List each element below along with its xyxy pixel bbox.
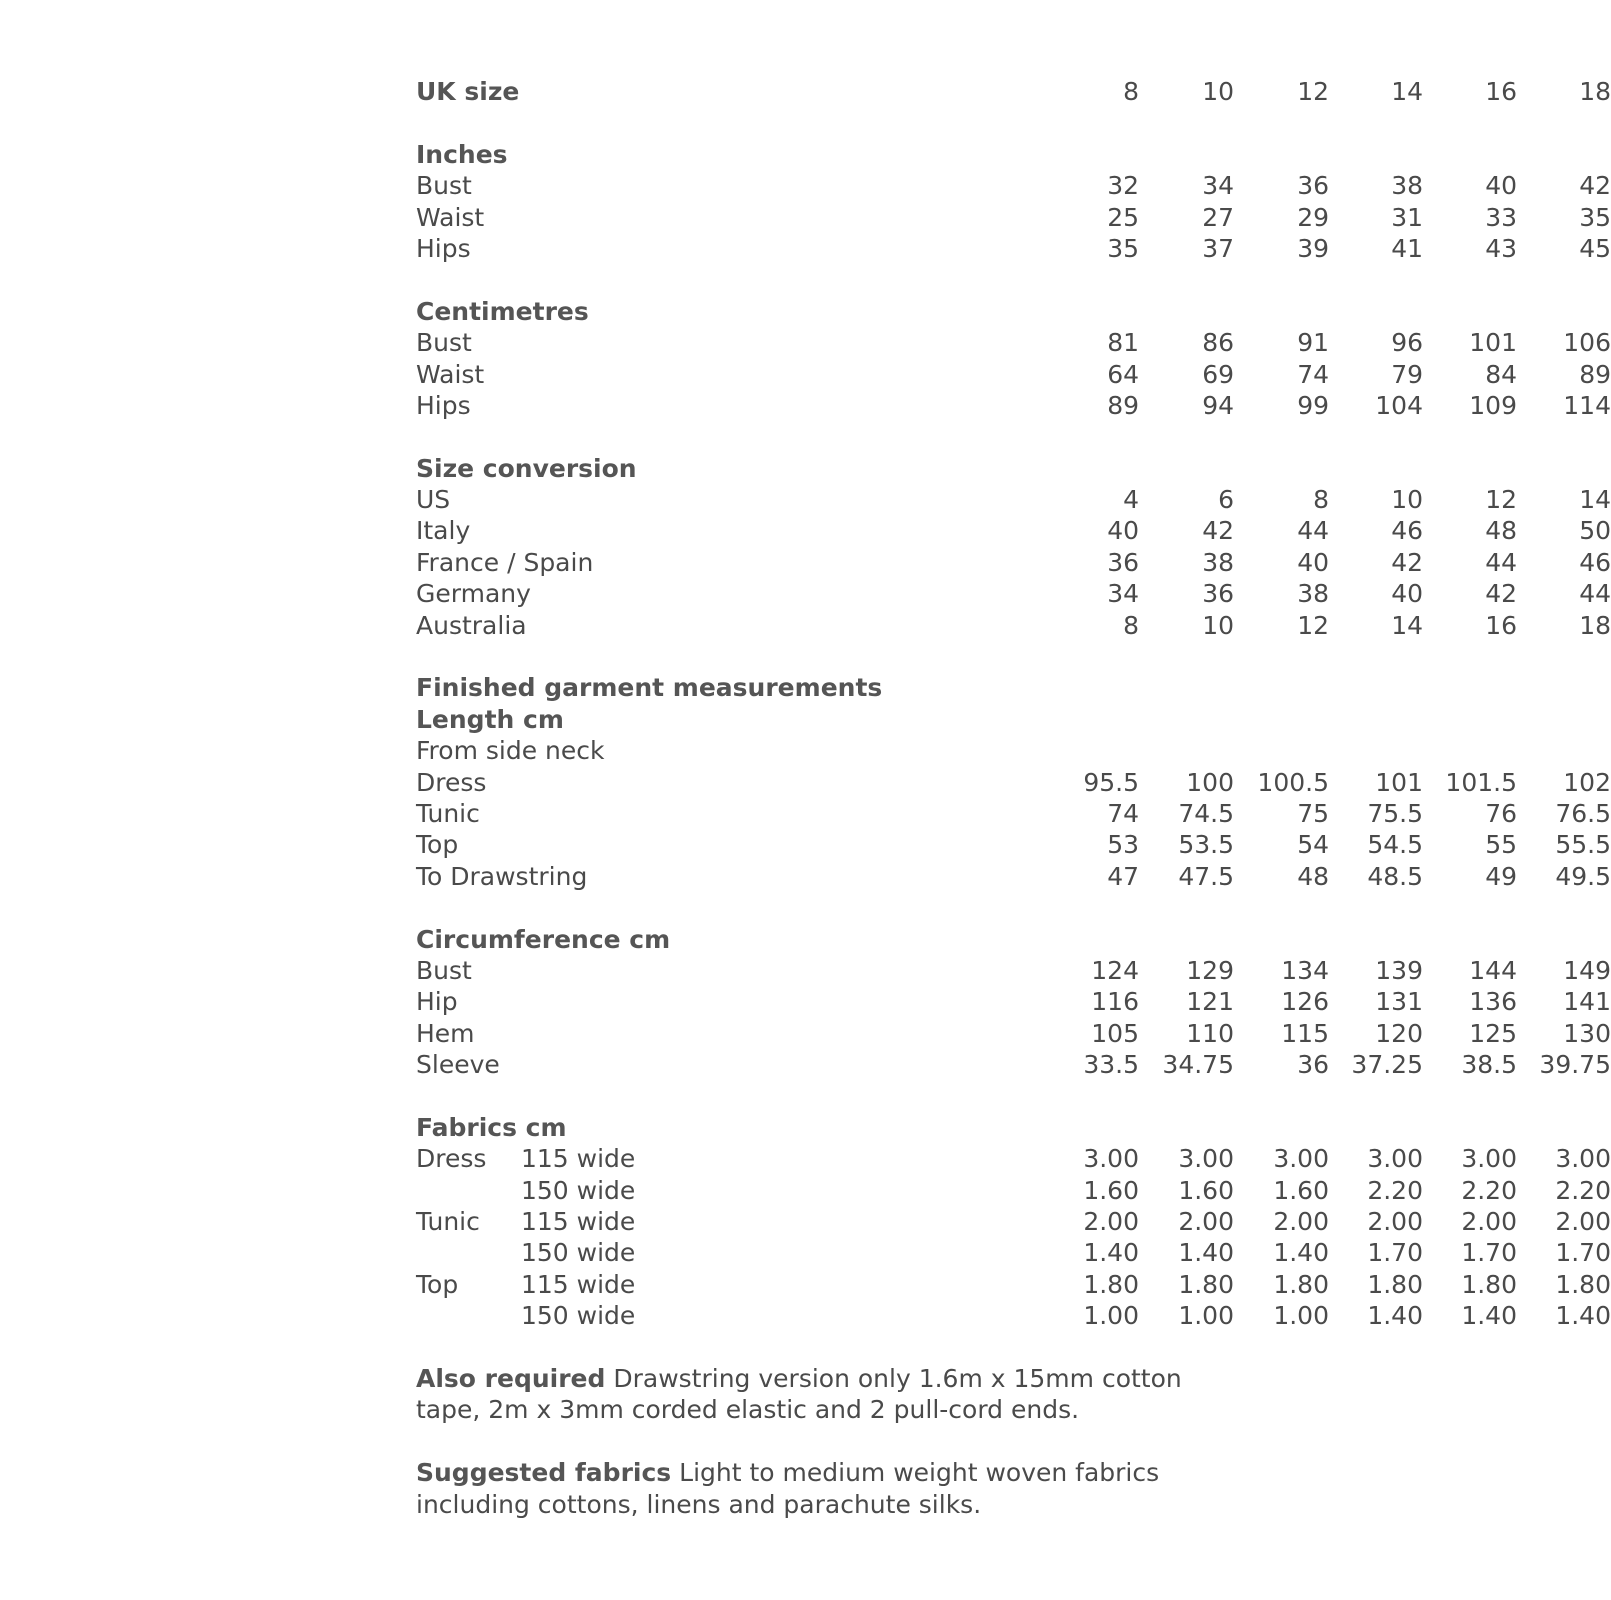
note-text: From side neck: [416, 736, 605, 766]
table-cell: 55: [1485, 830, 1517, 860]
table-cell: 54: [1297, 830, 1329, 860]
table-cell: 79: [1391, 359, 1423, 389]
section-heading: Fabrics cm: [416, 1112, 567, 1142]
table-cell: 46: [1391, 516, 1423, 546]
table-cell: 4: [1123, 485, 1139, 515]
table-cell: 1.40: [1178, 1238, 1234, 1268]
row-label: Sleeve: [416, 1050, 500, 1080]
also-required-label: Also required: [416, 1364, 606, 1394]
table-row: [416, 1237, 1611, 1268]
section-heading-centimetres: [416, 296, 1216, 327]
table-cell: 29: [1297, 202, 1329, 232]
table-cell: 38: [1202, 547, 1234, 577]
table-row: [416, 1018, 1611, 1049]
table-cell: 48.5: [1367, 861, 1423, 891]
table-cell: 1.80: [1083, 1269, 1139, 1299]
table-cell: 6: [1218, 485, 1234, 515]
table-cell: 1.40: [1555, 1301, 1611, 1331]
table-cell: 46: [1579, 547, 1611, 577]
table-cell: 1.70: [1555, 1238, 1611, 1268]
table-row: [416, 233, 1611, 264]
suggested-fabrics-label: Suggested fabrics: [416, 1458, 672, 1488]
table-cell: 33.5: [1083, 1050, 1139, 1080]
spacer: [416, 1081, 1216, 1112]
table-cell: 95.5: [1083, 767, 1139, 797]
table-cell: 74.5: [1178, 798, 1234, 828]
uk-size-value: 12: [1297, 77, 1329, 106]
table-cell: 3.00: [1273, 1144, 1329, 1174]
table-cell: 84: [1485, 359, 1517, 389]
table-row: [416, 1049, 1611, 1080]
table-cell: 37: [1202, 233, 1234, 263]
row-label: Bust: [416, 328, 472, 358]
fabric-width-label: 150 wide: [521, 1175, 636, 1205]
table-cell: 105: [1091, 1018, 1139, 1048]
table-cell: 36: [1297, 1050, 1329, 1080]
table-row: [416, 327, 1611, 358]
table-cell: 42: [1391, 547, 1423, 577]
table-cell: 25: [1107, 202, 1139, 232]
table-cell: 35: [1579, 202, 1611, 232]
table-row: [416, 1269, 1611, 1300]
table-cell: 115: [1281, 1018, 1329, 1048]
table-cell: 8: [1313, 485, 1329, 515]
table-cell: 44: [1579, 579, 1611, 609]
table-cell: 35: [1107, 233, 1139, 263]
row-label: Tunic: [416, 1207, 480, 1237]
row-label: Waist: [416, 202, 485, 232]
table-cell: 1.00: [1083, 1301, 1139, 1331]
table-cell: 3.00: [1461, 1144, 1517, 1174]
table-cell: 100: [1186, 767, 1234, 797]
table-cell: 16: [1485, 610, 1517, 640]
table-cell: 114: [1563, 390, 1611, 420]
row-label: Top: [416, 830, 459, 860]
table-cell: 48: [1485, 516, 1517, 546]
table-cell: 144: [1469, 955, 1517, 985]
row-label: Italy: [416, 516, 471, 546]
table-cell: 125: [1469, 1018, 1517, 1048]
table-cell: 42: [1202, 516, 1234, 546]
table-cell: 89: [1579, 359, 1611, 389]
table-row: [416, 955, 1611, 986]
row-label: US: [416, 485, 451, 515]
table-cell: 47.5: [1178, 861, 1234, 891]
suggested-fabrics-text: Light to medium weight woven fabrics including cottons, linens and parachute silks.: [416, 1458, 1160, 1519]
table-cell: 69: [1202, 359, 1234, 389]
table-cell: 130: [1563, 1018, 1611, 1048]
table-row: [416, 829, 1611, 860]
spacer: [416, 264, 1216, 295]
table-cell: 50: [1579, 516, 1611, 546]
table-cell: 2.00: [1273, 1207, 1329, 1237]
section-subheading-length: [416, 704, 1216, 735]
table-cell: 1.60: [1083, 1175, 1139, 1205]
table-cell: 2.20: [1555, 1175, 1611, 1205]
table-cell: 14: [1579, 485, 1611, 515]
table-cell: 76: [1485, 798, 1517, 828]
table-cell: 1.40: [1083, 1238, 1139, 1268]
table-cell: 12: [1297, 610, 1329, 640]
table-cell: 100.5: [1257, 767, 1329, 797]
row-label: Top: [416, 1269, 459, 1299]
fabric-width-label: 150 wide: [521, 1301, 636, 1331]
table-cell: 40: [1107, 516, 1139, 546]
table-row: [416, 1300, 1611, 1331]
table-row: [416, 798, 1611, 829]
table-cell: 104: [1375, 390, 1423, 420]
spacer: [416, 892, 1216, 923]
table-row: [416, 484, 1611, 515]
table-cell: 75: [1297, 798, 1329, 828]
table-row: [416, 547, 1611, 578]
table-cell: 109: [1469, 390, 1517, 420]
section-heading: Inches: [416, 139, 508, 169]
table-cell: 1.40: [1367, 1301, 1423, 1331]
row-label: Tunic: [416, 798, 480, 828]
table-row: [416, 1206, 1611, 1237]
table-cell: 1.40: [1273, 1238, 1329, 1268]
table-cell: 1.70: [1367, 1238, 1423, 1268]
table-row: [416, 861, 1611, 892]
table-cell: 141: [1563, 987, 1611, 1017]
table-cell: 44: [1297, 516, 1329, 546]
table-cell: 116: [1091, 987, 1139, 1017]
table-cell: 1.70: [1461, 1238, 1517, 1268]
table-cell: 102: [1563, 767, 1611, 797]
row-label: Hips: [416, 390, 471, 420]
fabric-width-label: 115 wide: [521, 1144, 636, 1174]
table-cell: 64: [1107, 359, 1139, 389]
section-heading-circumference: [416, 924, 1216, 955]
also-required-paragraph: [416, 1363, 1216, 1426]
table-cell: 48: [1297, 861, 1329, 891]
table-cell: 1.40: [1461, 1301, 1517, 1331]
section-heading-finished-garment: [416, 672, 1216, 703]
table-cell: 75.5: [1367, 798, 1423, 828]
table-cell: 81: [1107, 328, 1139, 358]
table-cell: 94: [1202, 390, 1234, 420]
table-cell: 76.5: [1555, 798, 1611, 828]
table-cell: 120: [1375, 1018, 1423, 1048]
table-cell: 10: [1202, 610, 1234, 640]
table-cell: 38: [1391, 171, 1423, 201]
table-cell: 110: [1186, 1018, 1234, 1048]
table-row: [416, 359, 1611, 390]
table-cell: 36: [1107, 547, 1139, 577]
row-label: Waist: [416, 359, 485, 389]
also-required-text: Drawstring version only 1.6m x 15mm cotton tape, 2m x 3mm corded elastic and 2 pull-cord ends.: [416, 1364, 1182, 1425]
row-label: Hips: [416, 233, 471, 263]
table-row: [416, 1143, 1611, 1174]
table-cell: 38.5: [1461, 1050, 1517, 1080]
table-cell: 86: [1202, 328, 1234, 358]
table-cell: 99: [1297, 390, 1329, 420]
uk-size-row: [416, 76, 1611, 107]
table-cell: 14: [1391, 610, 1423, 640]
table-cell: 38: [1297, 579, 1329, 609]
table-cell: 44: [1485, 547, 1517, 577]
table-cell: 3.00: [1083, 1144, 1139, 1174]
table-cell: 40: [1485, 171, 1517, 201]
table-cell: 1.80: [1178, 1269, 1234, 1299]
table-cell: 3.00: [1555, 1144, 1611, 1174]
table-cell: 149: [1563, 955, 1611, 985]
row-label: Germany: [416, 579, 531, 609]
table-cell: 131: [1375, 987, 1423, 1017]
spacer: [416, 1332, 1216, 1363]
table-cell: 101: [1375, 767, 1423, 797]
table-cell: 34: [1107, 579, 1139, 609]
table-cell: 89: [1107, 390, 1139, 420]
table-cell: 27: [1202, 202, 1234, 232]
table-row: [416, 986, 1611, 1017]
table-cell: 121: [1186, 987, 1234, 1017]
table-cell: 54.5: [1367, 830, 1423, 860]
spacer: [416, 641, 1216, 672]
table-cell: 91: [1297, 328, 1329, 358]
row-label: To Drawstring: [416, 861, 588, 891]
table-cell: 124: [1091, 955, 1139, 985]
table-cell: 32: [1107, 171, 1139, 201]
table-row: [416, 610, 1611, 641]
table-cell: 1.80: [1461, 1269, 1517, 1299]
table-cell: 139: [1375, 955, 1423, 985]
table-cell: 1.60: [1273, 1175, 1329, 1205]
uk-size-value: 16: [1485, 77, 1517, 106]
row-label: Dress: [416, 767, 487, 797]
table-cell: 55.5: [1555, 830, 1611, 860]
fabric-width-label: 115 wide: [521, 1207, 636, 1237]
table-cell: 40: [1297, 547, 1329, 577]
table-cell: 129: [1186, 955, 1234, 985]
table-row: [416, 170, 1611, 201]
row-label: Hip: [416, 987, 458, 1017]
uk-size-value: 14: [1391, 77, 1423, 106]
table-cell: 49.5: [1555, 861, 1611, 891]
section-heading-inches: [416, 139, 1216, 170]
suggested-fabrics-paragraph: [416, 1457, 1216, 1520]
section-heading: Finished garment measurements: [416, 673, 883, 703]
table-cell: 136: [1469, 987, 1517, 1017]
table-cell: 34: [1202, 171, 1234, 201]
table-cell: 36: [1297, 171, 1329, 201]
table-cell: 53.5: [1178, 830, 1234, 860]
table-cell: 2.00: [1555, 1207, 1611, 1237]
table-cell: 2.00: [1178, 1207, 1234, 1237]
size-chart: [416, 76, 1611, 1520]
table-cell: 3.00: [1178, 1144, 1234, 1174]
uk-size-value: 8: [1123, 77, 1139, 106]
table-cell: 2.20: [1367, 1175, 1423, 1205]
table-cell: 43: [1485, 233, 1517, 263]
fabric-width-label: 115 wide: [521, 1269, 636, 1299]
table-cell: 41: [1391, 233, 1423, 263]
table-cell: 1.80: [1367, 1269, 1423, 1299]
table-cell: 1.60: [1178, 1175, 1234, 1205]
table-row: [416, 390, 1611, 421]
table-cell: 96: [1391, 328, 1423, 358]
uk-size-value: 18: [1579, 77, 1611, 106]
table-cell: 36: [1202, 579, 1234, 609]
table-row: [416, 767, 1611, 798]
section-heading-fabrics: [416, 1112, 1216, 1143]
table-cell: 40: [1391, 579, 1423, 609]
table-cell: 101: [1469, 328, 1517, 358]
spacer: [416, 107, 1216, 138]
section-subheading: Length cm: [416, 704, 564, 734]
table-cell: 101.5: [1445, 767, 1517, 797]
row-label: Bust: [416, 171, 472, 201]
table-cell: 1.80: [1555, 1269, 1611, 1299]
row-label: France / Spain: [416, 547, 594, 577]
table-cell: 2.00: [1461, 1207, 1517, 1237]
uk-size-value: 10: [1202, 77, 1234, 106]
fabric-width-label: 150 wide: [521, 1238, 636, 1268]
table-cell: 74: [1107, 798, 1139, 828]
table-cell: 3.00: [1367, 1144, 1423, 1174]
table-cell: 45: [1579, 233, 1611, 263]
table-cell: 42: [1485, 579, 1517, 609]
table-cell: 33: [1485, 202, 1517, 232]
table-cell: 31: [1391, 202, 1423, 232]
table-cell: 37.25: [1351, 1050, 1423, 1080]
table-cell: 74: [1297, 359, 1329, 389]
section-heading-size-conversion: [416, 453, 1216, 484]
section-heading: Size conversion: [416, 453, 637, 483]
spacer: [416, 421, 1216, 452]
row-label: Hem: [416, 1018, 475, 1048]
table-cell: 1.00: [1178, 1301, 1234, 1331]
uk-size-label: UK size: [416, 77, 520, 106]
table-cell: 47: [1107, 861, 1139, 891]
table-cell: 10: [1391, 485, 1423, 515]
table-cell: 49: [1485, 861, 1517, 891]
table-cell: 126: [1281, 987, 1329, 1017]
table-cell: 39.75: [1539, 1050, 1611, 1080]
table-cell: 2.00: [1083, 1207, 1139, 1237]
row-label: Dress: [416, 1144, 487, 1174]
table-cell: 1.00: [1273, 1301, 1329, 1331]
row-label: Australia: [416, 610, 527, 640]
table-row: [416, 578, 1611, 609]
table-cell: 2.00: [1367, 1207, 1423, 1237]
row-label: Bust: [416, 955, 472, 985]
section-heading: Circumference cm: [416, 924, 671, 954]
table-cell: 42: [1579, 171, 1611, 201]
table-cell: 18: [1579, 610, 1611, 640]
section-heading: Centimetres: [416, 296, 589, 326]
table-row: [416, 1175, 1611, 1206]
table-cell: 12: [1485, 485, 1517, 515]
table-cell: 1.80: [1273, 1269, 1329, 1299]
table-cell: 106: [1563, 328, 1611, 358]
section-note: [416, 735, 1216, 766]
table-cell: 34.75: [1162, 1050, 1234, 1080]
table-cell: 134: [1281, 955, 1329, 985]
spacer: [416, 1426, 1216, 1457]
table-cell: 2.20: [1461, 1175, 1517, 1205]
table-cell: 53: [1107, 830, 1139, 860]
table-row: [416, 202, 1611, 233]
table-row: [416, 515, 1611, 546]
table-cell: 8: [1123, 610, 1139, 640]
table-cell: 39: [1297, 233, 1329, 263]
